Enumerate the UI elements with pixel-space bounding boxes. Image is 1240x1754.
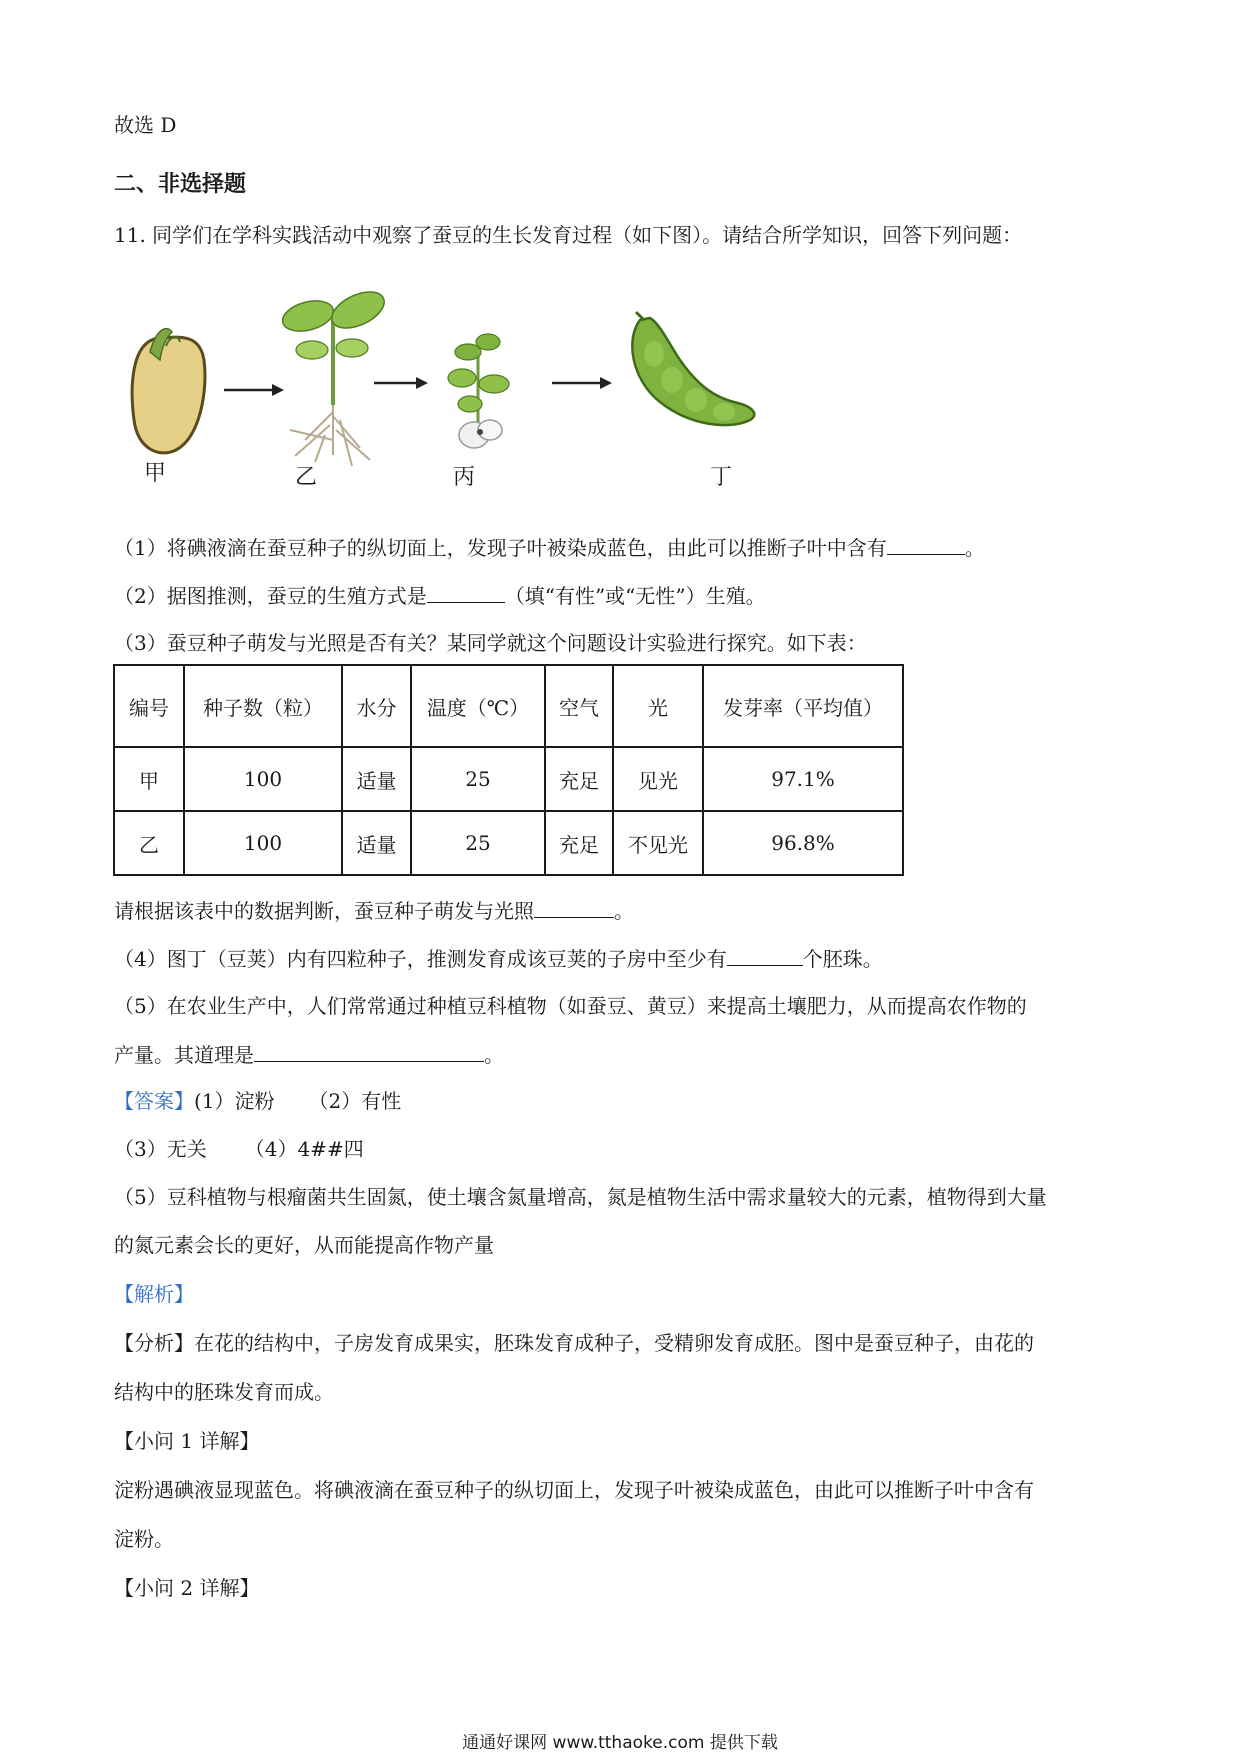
q5-line1: （5）在农业生产中，人们常常通过种植豆科植物（如蚕豆、黄豆）来提高土壤肥力，从而提高农作物的 xyxy=(114,994,1027,1018)
answer-1: (1）淀粉 xyxy=(194,1089,275,1113)
question-stem: 11. 同学们在学科实践活动中观察了蚕豆的生长发育过程（如下图）。请结合所学知识，回答下列问题： xyxy=(114,223,1023,247)
table-cell: 充足 xyxy=(545,747,613,811)
q2-line xyxy=(114,580,766,611)
after-table-tail: 。 xyxy=(614,899,634,923)
q1-line xyxy=(114,532,985,563)
table-header-cell: 水分 xyxy=(342,665,411,747)
table-header-cell: 发芽率（平均值） xyxy=(703,665,903,747)
analysis-fenxi-line2: 结构中的胚珠发育而成。 xyxy=(114,1380,334,1404)
arrow-icon xyxy=(552,377,612,389)
table-row xyxy=(114,747,903,811)
table-cell: 乙 xyxy=(114,811,184,875)
q1-blank xyxy=(887,532,965,555)
section-heading: 二、非选择题 xyxy=(114,172,247,197)
figure-label-ding: 丁 xyxy=(710,465,733,490)
after-table-blank xyxy=(534,895,614,918)
q1-tail: 。 xyxy=(964,536,985,560)
answer-5-line1: （5）豆科植物与根瘤菌共生固氮，使土壤含氮量增高，氮是植物生活中需求量较大的元素，植物得到大量 xyxy=(114,1185,1047,1209)
q5-text: 产量。其道理是 xyxy=(114,1043,254,1067)
after-table-text: 请根据该表中的数据判断，蚕豆种子萌发与光照 xyxy=(114,899,534,923)
answer-line2 xyxy=(114,1134,364,1164)
answer-tag: 【答案】 xyxy=(114,1089,194,1113)
figure-label-yi: 乙 xyxy=(295,465,318,490)
answer-4: （4）4##四 xyxy=(244,1137,364,1161)
sub1-line2: 淀粉。 xyxy=(114,1527,174,1551)
arrow-icon xyxy=(374,377,428,389)
q4-text: （4）图丁（豆荚）内有四粒种子，推测发育成该豆荚的子房中至少有 xyxy=(114,947,727,971)
experiment-table xyxy=(113,664,904,876)
q4-blank xyxy=(727,943,803,966)
footer-text: 通通好课网 www.tthaoke.com 提供下载 xyxy=(462,1733,778,1753)
table-cell: 25 xyxy=(411,811,545,875)
table-header-cell: 编号 xyxy=(114,665,184,747)
pod-icon xyxy=(632,312,754,425)
arrow-icon xyxy=(224,384,284,396)
table-cell: 适量 xyxy=(342,747,411,811)
q1-text: （1）将碘液滴在蚕豆种子的纵切面上，发现子叶被染成蓝色，由此可以推断子叶中含有 xyxy=(114,536,887,560)
answer-5-line2: 的氮元素会长的更好，从而能提高作物产量 xyxy=(114,1233,494,1257)
table-header-cell: 种子数（粒） xyxy=(184,665,342,747)
analysis-tag: 【解析】 xyxy=(114,1282,194,1306)
flower-icon xyxy=(448,334,509,448)
q5-line2 xyxy=(114,1039,504,1070)
q4-tail: 个胚珠。 xyxy=(802,947,883,971)
table-cell: 见光 xyxy=(613,747,703,811)
table-cell: 不见光 xyxy=(613,811,703,875)
table-cell: 充足 xyxy=(545,811,613,875)
q4-line xyxy=(114,943,883,974)
q2-blank xyxy=(427,580,505,603)
figure-label-jia: 甲 xyxy=(144,461,167,486)
after-table-line xyxy=(114,895,634,926)
table-row xyxy=(114,811,903,875)
table-cell: 97.1% xyxy=(703,747,903,811)
table-header-row xyxy=(114,665,903,747)
q5-blank xyxy=(254,1039,484,1062)
figure-label-bing: 丙 xyxy=(453,465,476,490)
table-cell: 100 xyxy=(184,747,342,811)
growth-figure-svg xyxy=(120,280,800,490)
answer-2: （2）有性 xyxy=(308,1089,402,1113)
q3-text: （3）蚕豆种子萌发与光照是否有关？某同学就这个问题设计实验进行探究。如下表： xyxy=(114,631,867,655)
table-cell: 适量 xyxy=(342,811,411,875)
growth-figure xyxy=(120,280,800,490)
answer-line1 xyxy=(114,1086,401,1116)
q5-tail: 。 xyxy=(484,1043,504,1067)
table-cell: 甲 xyxy=(114,747,184,811)
sub1-line1: 淀粉遇碘液显现蓝色。将碘液滴在蚕豆种子的纵切面上，发现子叶被染成蓝色，由此可以推断子叶中含有 xyxy=(114,1478,1034,1502)
table-cell: 25 xyxy=(411,747,545,811)
table-cell: 96.8% xyxy=(703,811,903,875)
seed-icon xyxy=(132,329,205,453)
q2-text: （2）据图推测，蚕豆的生殖方式是 xyxy=(114,584,427,608)
table-header-cell: 空气 xyxy=(545,665,613,747)
table-header-cell: 温度（℃） xyxy=(411,665,545,747)
table-header-cell: 光 xyxy=(613,665,703,747)
table-cell: 100 xyxy=(184,811,342,875)
intro-text: 故选 D xyxy=(114,113,177,137)
analysis-fenxi-line1: 【分析】在花的结构中，子房发育成果实，胚珠发育成种子，受精卵发育成胚。图中是蚕豆种子，由花的 xyxy=(114,1331,1034,1355)
answer-3: （3）无关 xyxy=(114,1137,207,1161)
seedling-icon xyxy=(279,285,389,466)
q2-tail: （填“有性”或“无性”）生殖。 xyxy=(504,584,766,608)
sub2-title: 【小问 2 详解】 xyxy=(114,1576,260,1600)
sub1-title: 【小问 1 详解】 xyxy=(114,1429,260,1453)
